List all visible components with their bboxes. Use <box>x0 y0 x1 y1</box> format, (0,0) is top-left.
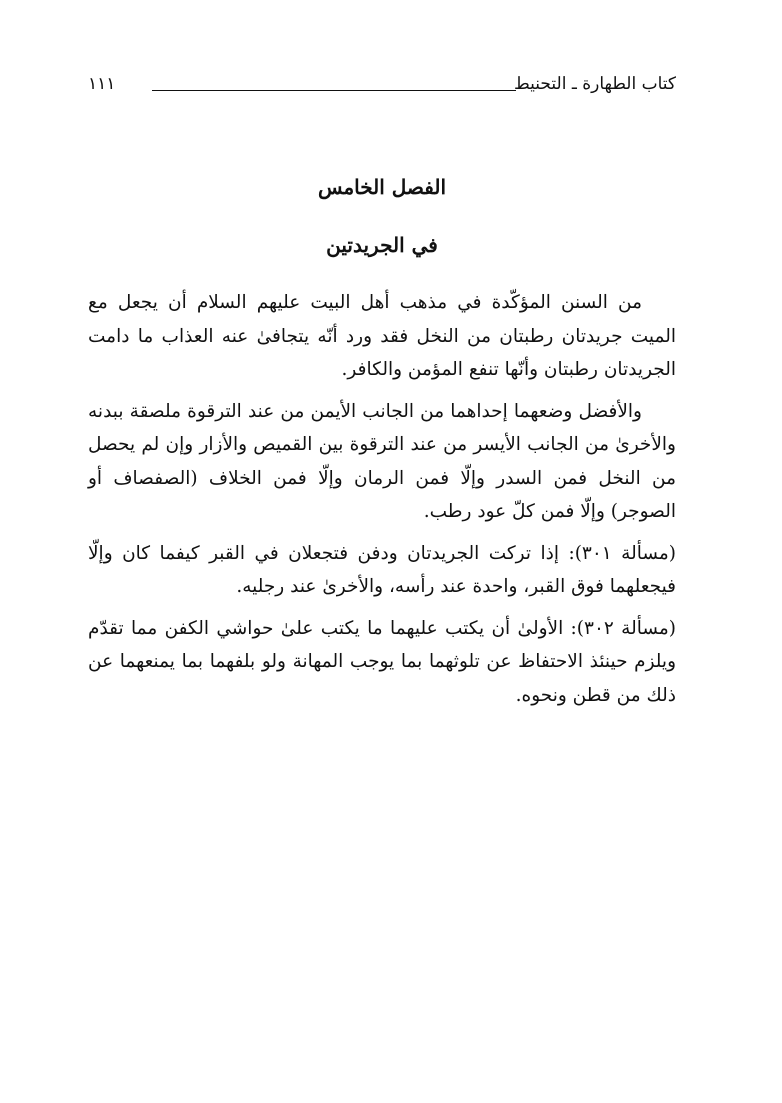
body-text <box>88 286 676 720</box>
header-rule <box>152 90 516 91</box>
paragraph-intro: من السنن المؤكّدة في مذهب أهل البيت عليهم السلام أن يجعل مع الميت جريدتان رطبتان من النخل فقد ورد أنّه يتجافىٰ عنه العذاب ما دامت الجريدتان رطبتان وأنّها تنفع المؤمن والكافر. <box>88 292 676 380</box>
chapter-subtitle: في الجريدتين <box>326 233 438 257</box>
page-header <box>88 70 676 100</box>
paragraph-issue-302: (مسألة ٣٠٢): الأولىٰ أن يكتب عليهما ما يكتب علىٰ حواشي الكفن مما تقدّم ويلزم حينئذ الاحتفاظ عن تلوثهما بما يوجب المهانة ولو بلفهما بما يمنعهما عن ذلك من قطن ونحوه. <box>88 617 676 706</box>
running-title: كتاب الطهارة ـ التحنيط <box>514 74 676 94</box>
chapter-heading <box>88 172 676 260</box>
paragraph-issue-301: (مسألة ٣٠١): إذا تركت الجريدتان ودفن فتجعلان في القبر كيفما كان وإلّا فيجعلهما فوق القبر، واحدة عند رأسه، والأخرىٰ عند رجليه. <box>88 542 677 597</box>
chapter-title: الفصل الخامس <box>317 175 447 199</box>
page-number: ١١١ <box>88 74 116 94</box>
paragraph-placement: والأفضل وضعهما إحداهما من الجانب الأيمن من عند الترقوة ملصقة ببدنه والأخرىٰ من الجانب الأيسر من عند الترقوة بين القميص والأزار وإن لم يحصل من النخل فمن السدر وإلّا فمن الرمان وإلّا فمن الخلاف (الصفصاف أو الصوجر) وإلّا فمن كلّ عود رطب. <box>88 400 676 522</box>
